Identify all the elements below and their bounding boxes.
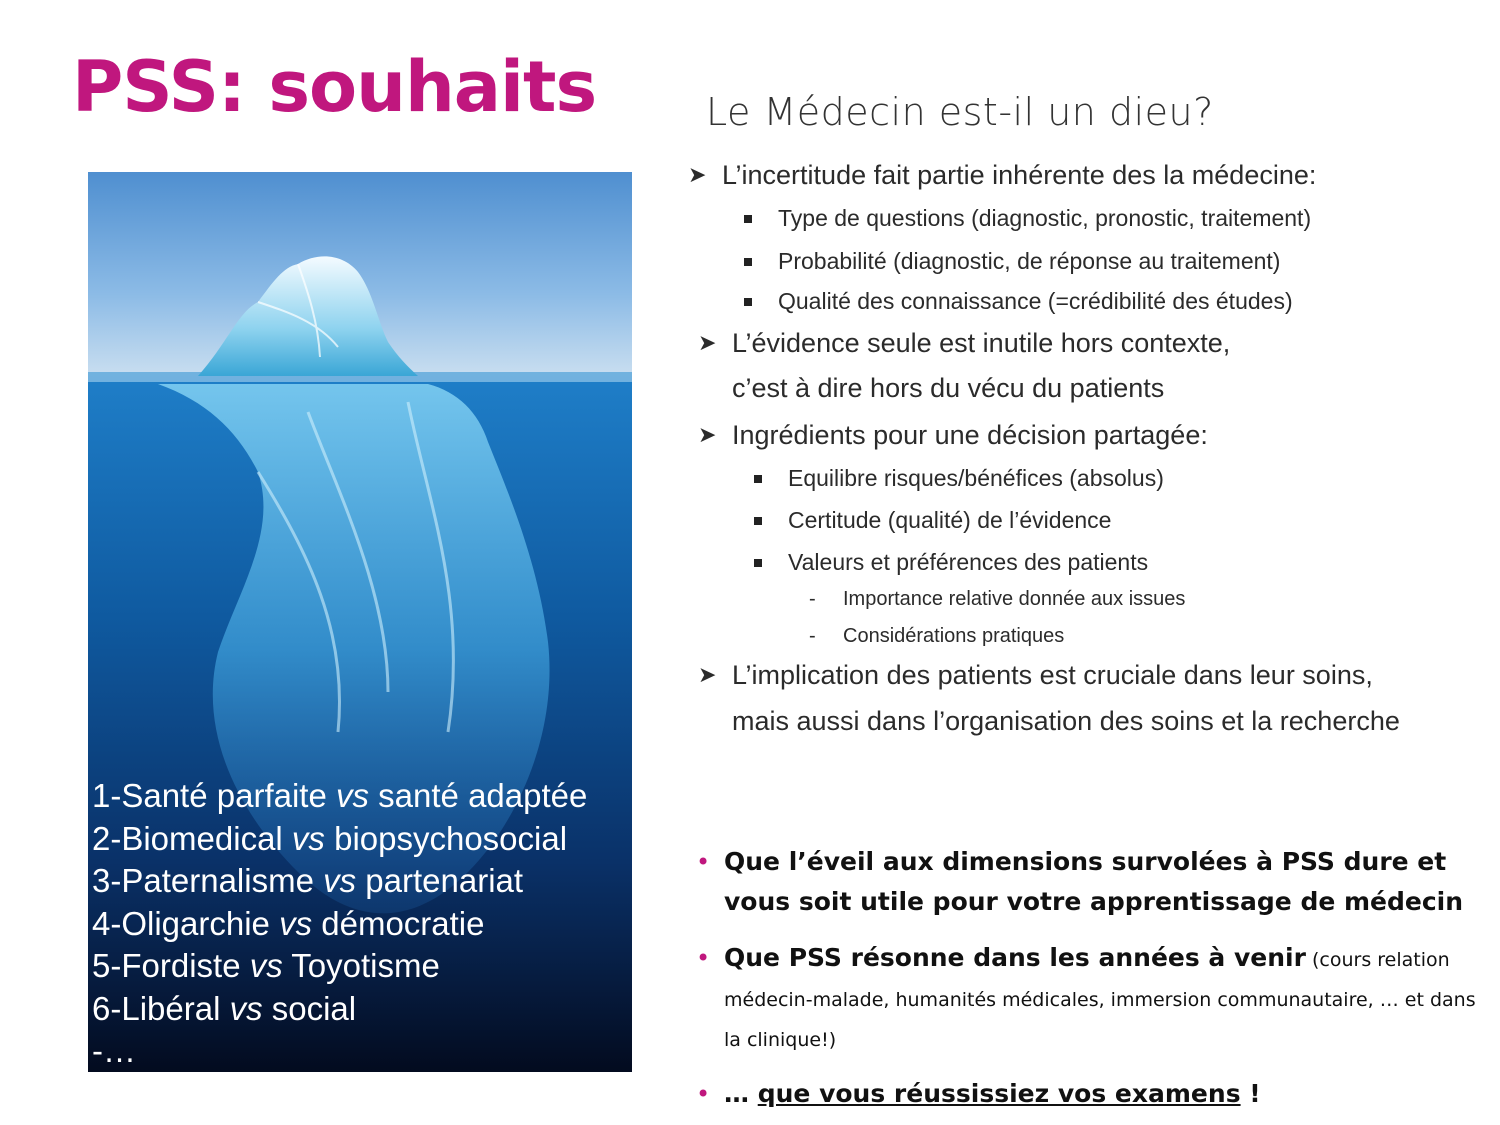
square-bullet-icon bbox=[754, 517, 762, 525]
list-item: ➤ L’implication des patients est cruciale dans leur soins, bbox=[698, 660, 1373, 690]
bullet-dot-icon: • bbox=[696, 944, 711, 972]
arrow-bullet-icon: ➤ bbox=[688, 162, 707, 187]
list-item: Equilibre risques/bénéfices (absolus) bbox=[788, 465, 1164, 492]
dash-bullet-icon: - bbox=[809, 625, 816, 647]
square-bullet-icon bbox=[744, 215, 752, 223]
list-item: - Importance relative donnée aux issues bbox=[809, 588, 1186, 610]
caption-line: -… bbox=[92, 1032, 136, 1069]
list-item: Type de questions (diagnostic, pronostic, traitement) bbox=[778, 205, 1311, 232]
list-item: mais aussi dans l’organisation des soins et la recherche bbox=[732, 706, 1400, 736]
caption-line: 6-Libéral vs social bbox=[92, 989, 357, 1027]
list-item: ➤ L’évidence seule est inutile hors contexte, bbox=[698, 328, 1231, 358]
iceberg-caption bbox=[92, 775, 632, 1072]
list-item: c’est à dire hors du vécu du patients bbox=[732, 373, 1165, 403]
square-bullet-icon bbox=[754, 559, 762, 567]
caption-line: 1-Santé parfaite vs santé adaptée bbox=[92, 777, 588, 814]
dash-bullet-icon: - bbox=[809, 588, 816, 610]
list-item: ➤ L’incertitude fait partie inhérente des la médecine: bbox=[688, 160, 1317, 190]
list-item: Qualité des connaissance (=crédibilité des études) bbox=[778, 288, 1293, 315]
wish-item: • … que vous réussissiez vos examens ! bbox=[694, 1074, 1484, 1114]
caption-line: 4-Oligarchie vs démocratie bbox=[92, 904, 485, 942]
list-item: ➤ Ingrédients pour une décision partagée: bbox=[698, 420, 1208, 450]
arrow-bullet-icon: ➤ bbox=[698, 330, 717, 355]
list-item: - Considérations pratiques bbox=[809, 625, 1065, 647]
list-item: Certitude (qualité) de l’évidence bbox=[788, 507, 1111, 534]
caption-line: 2-Biomedical vs biopsychosocial bbox=[92, 819, 568, 857]
list-item: Probabilité (diagnostic, de réponse au traitement) bbox=[778, 248, 1280, 275]
list-item: Valeurs et préférences des patients bbox=[788, 549, 1148, 576]
wishes-list bbox=[694, 842, 1484, 1125]
arrow-bullet-icon: ➤ bbox=[698, 422, 717, 447]
iceberg-image bbox=[88, 172, 632, 1072]
bullet-dot-icon: • bbox=[696, 1080, 711, 1108]
square-bullet-icon bbox=[744, 258, 752, 266]
wish-item: • Que l’éveil aux dimensions survolées à PSS dure et vous soit utile pour votre apprentissage de médecin bbox=[694, 842, 1484, 922]
bullet-dot-icon: • bbox=[696, 848, 711, 876]
slide-title: PSS: souhaits bbox=[72, 46, 597, 128]
caption-line: 5-Fordiste vs Toyotisme bbox=[92, 947, 440, 984]
embedded-slide-title: Le Médecin est-il un dieu? bbox=[706, 90, 1214, 134]
square-bullet-icon bbox=[754, 475, 762, 483]
arrow-bullet-icon: ➤ bbox=[698, 662, 717, 687]
square-bullet-icon bbox=[744, 298, 752, 306]
caption-line: 3-Paternalisme vs partenariat bbox=[92, 862, 524, 899]
wish-item: • Que PSS résonne dans les années à venir (cours relation médecin-malade, humanités médicales, immersion communautaire, … et dans la clinique!) bbox=[694, 938, 1484, 1058]
